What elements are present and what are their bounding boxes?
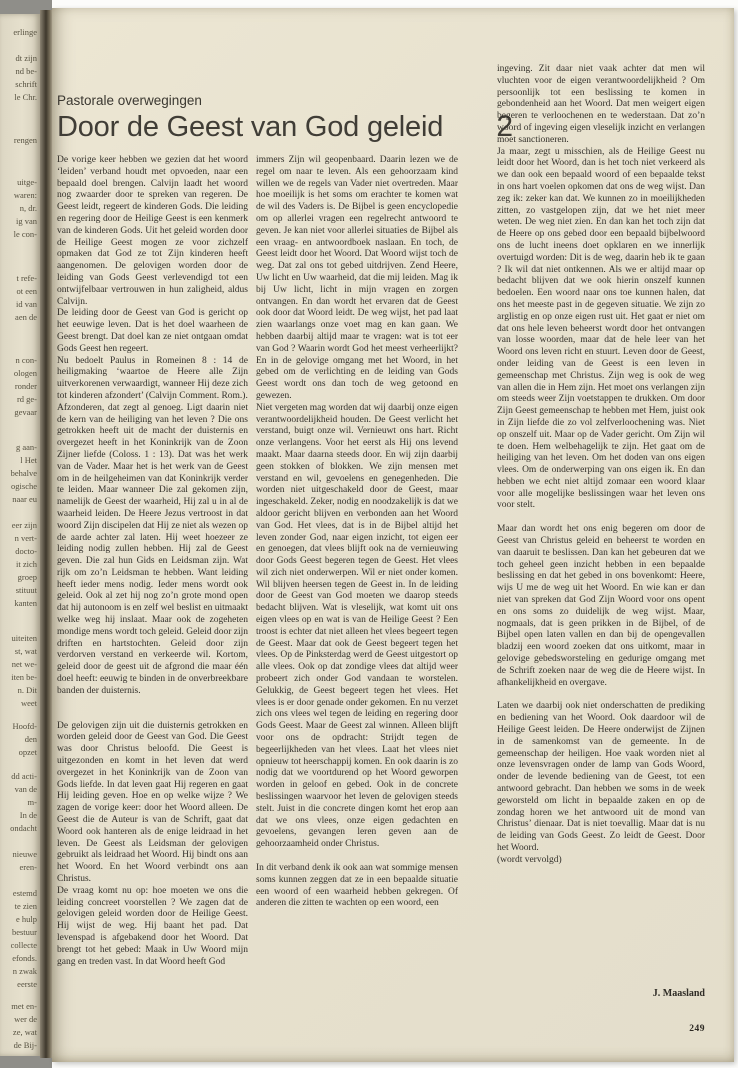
cut-text-fragment: dt zijn <box>15 53 37 63</box>
article-paragraph: Ja maar, zegt u misschien, als de Heilige Geest nu leidt door het Woord, dan is het toch niet verkeerd als we dan ook een bepaald woord of een bepaalde tekst in ons hart voelen opkomen dat ons de weg wijst. Dan zeg ik: zeker kan dat. We kunnen zo in moeilijkheden zitten, zo vastgelopen zijn, dat we het niet meer weten. De weg niet zien. En dan kan het toch zijn dat de Heere op ons gebed door een bepaald bijbelwoord ons de lucht ineens doet opklaren en we innerlijk overtuigd worden: Dit is de weg, daarin heb ik te gaan ? Ik wil dat niet ontkennen. Als we er altijd maar op bedacht blijven dat we ook hierin onszelf kunnen bedoelen. Een woord naar ons toe kunnen halen, dat ons het meeste past in de gegeven situatie. We zijn zo arglistig en op onze eigen rust uit. Het gaat er niet om dat ons hele leven beheerst wordt door het ontvangen van losse woorden, maar dat de hele leer van het Woord ons leven richt en stuurt. Leven door de Geest, onder leiding van de Geest is een leven in gemeenschap met Christus. Zijn weg is ook de weg van allen die in Hem zijn. Het moet ons verlangen zijn om steeds weer Zijn voetstappen te drukken. Om door Zijn Geest gemeenschap te hebben met Hem, juist ook in Zijn liefde die zo vol zelfverloochening was. Niet op onszelf uit. Maar op de Vader gericht. Om Zijn wil te doen. Hem welbehagelijk te zijn. Het gaat om de heiliging van het leven. Om het doden van ons eigen vlees. Om de onderwerping van ons eigen ik. En dan hebben we echt niet altijd zomaar een woord klaar voor alle mogelijke beslissingen waar het leven ons voor stelt. <box>497 146 705 511</box>
article-paragraph: (wordt vervolgd) <box>497 854 562 865</box>
cut-text-fragment: n con- <box>15 355 37 365</box>
article-paragraph: De vorige keer hebben we gezien dat het woord ‘leiden’ verband houdt met opvoeden, naar een bepaald doel brengen. Calvijn laadt het woord nog zwaarder door te spreken van regeren. De Geest leidt, regeert de kinderen Gods. Die leiding en regering door de Heilige Geest is een kenmerk van de kinderen Gods. Uit het geleid worden door de Heilige Geest mogen ze voor zichzelf opmaken dat God ze tot Zijn kinderen heeft aangenomen. De gelovigen worden door de leiding van Gods Geest verlevendigd tot een ontwijfelbaar vertrouwen in hun zaligheid, aldus Calvijn. <box>57 155 248 307</box>
cut-text-fragment: den <box>24 734 37 744</box>
article-paragraph: In dit verband denk ik ook aan wat sommige mensen soms kunnen zeggen dat ze in een bepaalde situatie een woord of een waarheid hebben gekregen. Of anderen die zitten te wachten op een woord, een <box>256 863 458 909</box>
page-number: 249 <box>689 1024 705 1034</box>
cut-text-fragment: net we- <box>11 659 37 669</box>
previous-page-edge <box>0 14 40 1056</box>
cut-text-fragment: ig van <box>15 216 37 226</box>
cut-text-fragment: weet <box>20 698 37 708</box>
cut-text-fragment: te zien <box>14 901 37 911</box>
cut-text-fragment: naar eu <box>12 494 37 504</box>
cut-text-fragment: nieuwe <box>12 849 37 859</box>
cut-text-fragment: ologen <box>13 368 37 378</box>
cut-text-fragment: Hoofd- <box>12 721 37 731</box>
article-column-1 <box>57 155 248 1015</box>
article-title <box>57 110 513 144</box>
article-column-3 <box>497 64 705 982</box>
cut-text-fragment: ondacht <box>10 823 37 833</box>
cut-text-fragment: st, wat <box>14 646 37 656</box>
cut-text-fragment: estemd <box>12 888 37 898</box>
cut-text-fragment: behalve <box>10 468 37 478</box>
cut-text-fragment: schrift <box>15 79 37 89</box>
cut-text-fragment: n vert- <box>14 533 37 543</box>
cut-text-fragment: n. Dit <box>17 685 37 695</box>
cut-text-fragment: n, dr. <box>19 203 37 213</box>
article-paragraph: De leiding door de Geest van God is gericht op het eeuwige leven. Dat is het doel waarheen de Geest brengt. Dat doel kan ze niet ontgaan omdat Gods Geest hen regeert. <box>57 308 248 354</box>
article-title-text: Door de Geest van God geleid <box>57 111 444 143</box>
cut-text-fragment: opzet <box>18 747 37 757</box>
article-paragraph: ingeving. Zit daar niet vaak achter dat men wil vluchten voor de eigen verantwoordelijkheid ? Om persoonlijk tot een beslissing te komen in gebondenheid aan het Woord. Dat men weigert eigen begeren te verloochenen en te wederstaan. Dat zo’n woord of ingeving eigen vleselijk inzicht en verlangen moet sanctioneren. <box>497 64 705 145</box>
article-page <box>52 8 734 1062</box>
article-author: J. Maasland <box>652 988 705 999</box>
cut-text-fragment: bestuur <box>11 927 37 937</box>
cut-text-fragment: g aan- <box>15 442 37 452</box>
cut-text-fragment: kanten <box>14 598 37 608</box>
article-paragraph: Afzonderen, dat zegt al genoeg. Ligt daarin niet de kern van de heiliging van het leven ? Die ons getrokken heeft uit de macht der duisternis en overgezet heeft in het Koninkrijk van de Zoon Zijner liefde (Coloss. 1 : 13). Dat was het werk van de Vader. Maar het is het werk van de Geest om in de heilgeheimen van dat Koninkrijk verder te leiden. Maar wanneer Die zal gekomen zijn, namelijk de Geest der waarheid, Hij zal u in al de waarheid leiden. De Heere Jezus vertroost in dat woord Zijn discipelen dat Hij ze niet als wezen op de aarde achter zal laten. Hij weet hoezeer ze leiding nodig zullen hebben. Hij zal de Geest geven. Die zal hun Gids en Leidsman zijn. Wat rijk om zo’n Leidsman te hebben. Want leiding heeft ieder mens nodig. Ieder mens wordt ook geleid. Ook al zet hij nog zo’n grote mond open dat hij autonoom is en zelf wel beslist en uitmaakt welke weg hij inslaat. Maar ook de zogeheten mondige mens wordt toch geleid. Geleid door zijn driften en hartstochten. Geleid door zijn verdorven verstand en verkeerde wil. Kortom, geleid door de geest uit de afgrond die maar één doel heeft: eeuwig te binden in de onverbreekbare banden der duisternis. <box>57 402 248 696</box>
cut-text-fragment: e hulp <box>15 914 37 924</box>
cut-text-fragment: le con- <box>13 229 37 239</box>
cut-text-fragment: gevaar <box>14 407 37 417</box>
cut-text-fragment: de Bij- <box>13 1040 37 1050</box>
cut-text-fragment: ogische <box>11 481 37 491</box>
article-kicker: Pastorale overwegingen <box>57 93 202 108</box>
cut-text-fragment: eerste <box>17 979 37 989</box>
cut-text-fragment: it zich <box>15 559 37 569</box>
article-title-number: 2 <box>496 110 513 143</box>
cut-text-fragment: dd acti- <box>11 771 37 781</box>
article-paragraph: Niet vergeten mag worden dat wij daarbij onze eigen verantwoordelijkheid houden. De Geest verlicht het verstand, buigt onze wil. Vernieuwt ons hart. Richt onze verlangens. Voor het eerst als Hij ons levend maakt. Maar daarna steeds door. En wij zijn daarbij geen stokken of blokken. We zijn mensen met verstand en wil, gevoelens en genegenheden. Die worden niet uitgeschakeld door de Geest, maar ingeschakeld. Zeker, nodig en noodzakelijk is dat we aldoor gericht blijven en verbonden aan het Woord van God. Het vlees, dat is in de Bijbel altijd het leven zonder God, naar eigen inzicht, tot eigen eer en genoegen, dat vlees blijft ook na de vernieuwing door Gods Geest begeren tegen de Geest. Het vlees wil zich niet onderwerpen. Wil er niet onder komen. Wil blijven heersen tegen de Geest in. In de leiding door de Geest van God moeten we daarop steeds bedacht blijven. Wat is vleselijk, wat komt uit ons eigen vlees op en wat is van de Heilige Geest ? Een troost is echter dat niet alleen het vlees begeert tegen de Geest. Maar dat ook de Geest begeert tegen het vlees. Op de Pinksterdag werd de Geest uitgestort op alle vlees. Ook op dat zondige vlees dat altijd weer probeert zich onder God vandaan te worstelen. Gelukkig, de Geest begeert tegen het vlees. Het vlees is er door genade onder gekomen. En nu verzet zich ons vlees wel tegen de leiding en regering door Gods Geest. Maar de Geest zal winnen. Alleen blijft voor ons de opdracht: Strijdt tegen de begeerlijkheden van het vlees. Laat het vlees niet opnieuw tot heerschappij komen. En ook daarin is zo nodig dat we voortdurend op het Woord geworpen worden in geloof en gebed. Ook in de concrete beslissingen waarvoor het leven de gelovigen steeds stelt. Juist in die concrete dingen komt het erop aan dat we ons vlees, onze eigen gedachten en gevoelens, gevangen leren geven aan de gehoorzaamheid onder Christus. <box>256 402 458 850</box>
cut-text-fragment: wer de <box>14 1014 37 1024</box>
cut-text-fragment: iten be- <box>11 672 37 682</box>
cut-text-fragment: rengen <box>13 135 37 145</box>
article-paragraph: immers Zijn wil geopenbaard. Daarin lezen we de regel om naar te leven. Als een gehoorzaam kind willen we de regels van Vader niet overtreden. Maar hoe moeilijk is het soms om erachter te komen wat de wil des Vaders is. De Bijbel is geen encyclopedie om op allerlei vragen een regelrecht antwoord te geven. Je kan niet voor allerlei situaties de Bijbel als een vraag- en antwoordboek naslaan. En toch, de Geest leidt door het Woord. Dat Woord wijst toch de weg. Dat zal ons tot gebed uitdrijven. Zend Heere, Uw licht en Uw waarheid, dat die mij leiden. Mag ik bij Uw licht, licht in mijn vragen en zorgen ontvangen. En dan wordt het ervaren dat de Geest ook door dat Woord leidt. De weg wijst, het pad laat zien waarlangs onze voet mag en kan gaan. We hebben daarbij altijd maar te vragen: wat is tot eer van God ? Waarin wordt God het meest verheerlijkt? En in de gelovige omgang met het Woord, in het gebed om de verlichting en de leiding van Gods Geest wordt ons dan toch de weg getoond en gewezen. <box>256 155 458 401</box>
cut-text-fragment: ze, wat <box>12 1027 37 1037</box>
cut-text-fragment: l Het <box>20 455 37 465</box>
cut-text-fragment: stituut <box>15 585 37 595</box>
cut-text-fragment: In de <box>19 810 37 820</box>
cut-text-fragment: aen de <box>15 312 37 322</box>
cut-text-fragment: ronder <box>14 381 37 391</box>
cut-text-fragment: efonds. <box>12 953 37 963</box>
cut-text-fragment: id van <box>15 299 37 309</box>
cut-text-fragment: t refe- <box>16 273 37 283</box>
cut-text-fragment: le Chr. <box>14 92 37 102</box>
page-fold <box>40 10 52 1058</box>
article-paragraph: Maar dan wordt het ons enig begeren om door de Geest van Christus geleid en beheerst te worden en van daaruit te beslissen. Dan kan het gebeuren dat we toch geheel geen inzicht hebben in een bepaalde beslissing en dat het gebed in ons bovenkomt: Heere, wijs U me de weg uit het Woord. En wie kan er dan niet van spreken dat God Zijn Woord voor ons opent en ons soms zo duidelijk de weg wijst. Maar, nogmaals, dat is geen prikken in de Bijbel, of de Bijbel open laten vallen en dan bij de opengevallen bladzij een woord zoeken dat ons uitkomt, maar in gelovige gebedsworsteling en gedurige omgang met de Schrift zoeken naar de weg die de Heere wijst. In afhankelijkheid en overgave. <box>497 524 705 688</box>
article-paragraph: Nu bedoelt Paulus in Romeinen 8 : 14 de heiligmaking ‘waartoe de Heere alle Zijn uitverkorenen verwaardigt, wanneer Hij deze zich tot kinderen afzondert’ (Calvijn Comment. Rom.). <box>57 355 248 401</box>
cut-text-fragment: uitge- <box>17 177 37 187</box>
article-paragraph: De vraag komt nu op: hoe moeten we ons die leiding concreet voorstellen ? We zagen dat de gelovigen geleid worden door de Heilige Geest. Hij wijst de weg. Hij baant het pad. Dat levenspad is afgebakend door het Woord. Dat brengt tot het gebed: Maak in Uw Woord mijn gang en treden vast. In dat Woord heeft God <box>57 885 248 967</box>
cut-text-fragment: eren- <box>19 862 37 872</box>
cut-text-fragment: docto- <box>15 546 37 556</box>
cut-text-fragment: met en- <box>11 1001 37 1011</box>
cut-text-fragment: eer zijn <box>11 520 37 530</box>
cut-text-fragment: uiteiten <box>11 633 37 643</box>
article-column-2 <box>256 155 458 1015</box>
cut-text-fragment: n zwak <box>12 966 37 976</box>
cut-text-fragment: erlinge <box>13 27 37 37</box>
cut-text-fragment: rd ge- <box>16 394 37 404</box>
cut-text-fragment: nd be- <box>15 66 37 76</box>
cut-text-fragment: waren: <box>13 190 37 200</box>
cut-text-fragment: ot een <box>16 286 37 296</box>
cut-text-fragment: van de <box>14 784 37 794</box>
cut-text-fragment: m- <box>27 797 37 807</box>
article-paragraph: De gelovigen zijn uit die duisternis getrokken en worden geleid door de Geest van God. Die Geest was door Christus beloofd. Die Geest is uitgezonden en komt in het leven dat werd overgezet in het Koninkrijk van de Zoon van Gods liefde. In dat leven gaat Hij regeren en gaat Hij leiding geven. Hoe en op welke wijze ? We zagen de vorige keer: door het Woord alleen. De Geest die de Auteur is van de Schrift, gaat dat Woord ook hanteren als de enige leidraad in het leven. De Geest als Leidsman der gelovigen gebruikt als leidraad het Woord. Hij bindt ons aan het Woord. En het Woord verbindt ons aan Christus. <box>57 720 248 885</box>
article-paragraph: Laten we daarbij ook niet onderschatten de prediking en bediening van het Woord. Ook daardoor wil de Heilige Geest leiden. De Heere onderwijst de Zijnen in de samenkomst van de gemeente. In de gemeenschap der heiligen. Hoe vaak worden niet al onze levensvragen onder de lamp van Gods Woord, onder de levende bediening van de Geest, tot een antwoord gebracht. Dan hebben we soms in de week geworsteld om licht in bepaalde zaken en op de zondag horen we het antwoord uit de mond van Christus’ dienaar. Dat is niet toevallig. Maar dat is nu de leiding van Gods Geest. Zo leidt de Geest. Door het Woord. <box>497 701 705 853</box>
cut-text-fragment: collecte <box>10 940 37 950</box>
cut-text-fragment: groep <box>17 572 37 582</box>
